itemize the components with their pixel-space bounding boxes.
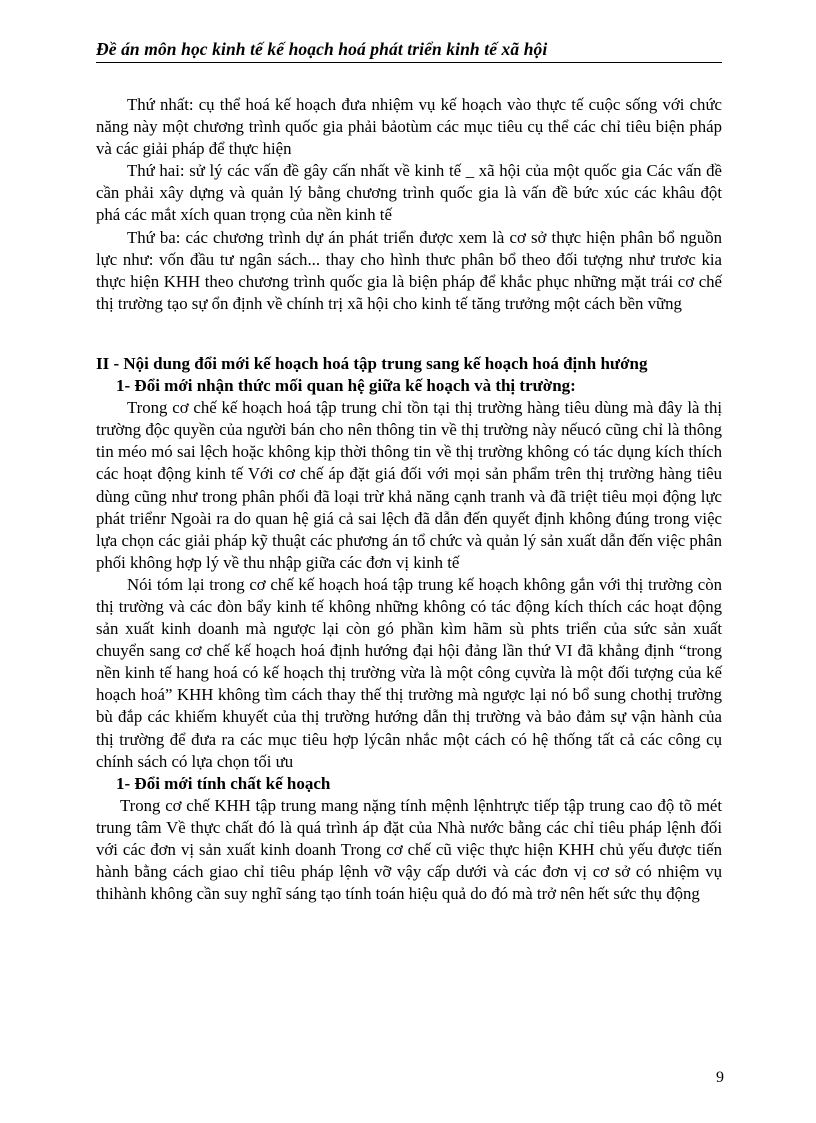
paragraph-co-che-tap-trung: Trong cơ chế kế hoạch hoá tập trung chỉ tồn tại thị trường hàng tiêu dùng mà đây là thị trường độc quyền của người bán cho nên thông tin về thị trường này nếucó cũng chỉ là thông tin méo mó sai lệch hoặc không kịp thời thông tin về thị trường không có tác dụng kích thích các hoạt động kinh tế Với cơ chế áp đặt giá đối với mọi sản phẩm trên thị trường hàng tiêu dùng cũng như trong phân phối đã loại trừ khả năng cạnh tranh và đã triệt tiêu mọi động lực phát triểnr Ngoài ra do quan hệ giá cả sai lệch đã dẫn đến quyết định không đúng trong việc lựa chọn các giải pháp kỹ thuật các phương án tổ chức và quản lý sản xuất dẫn đến việc phân phối không hợp lý về thu nhập giữa các đơn vị kinh tế [96, 398, 722, 572]
subheading-doi-moi-nhan-thuc: 1- Đổi mới nhận thức mối quan hệ giữa kế hoạch và thị trường: [116, 376, 576, 396]
paragraph-khh-tap-trung: Trong cơ chế KHH tập trung mang nặng tính mệnh lệnhtrực tiếp tập trung cao độ tõ mét trung tâm Về thực chất đó là quá trình áp đặt của Nhà nước bằng các chỉ tiêu pháp lệnh đối với các đơn vị sản xuất kinh doanh Trong cơ chế cũ việc thực hiện KHH chủ yếu được tiến hành bằng cách giao chỉ tiêu pháp lệnh vỡ vậy cấp dưới và các đơn vị cơ sở có nhiệm vụ thihành không cần suy nghĩ sáng tạo tính toán hiệu quả do đó mà trở nên hết sức thụ động [96, 795, 722, 904]
page-number: 9 [716, 1069, 724, 1086]
section-heading-ii: II - Nội dung đổi mới kế hoạch hoá tập trung sang kế hoạch hoá định hướng [96, 353, 648, 373]
subheading-doi-moi-tinh-chat: 1- Đổi mới tính chất kế hoạch [116, 773, 331, 793]
page-header: Đề án môn học kinh tế kế hoạch hoá phát triển kinh tế xã hội [96, 38, 722, 63]
paragraph-thu-nhat: Thứ nhất: cụ thể hoá kế hoạch đưa nhiệm vụ kế hoạch vào thực tế cuộc sống với chức năng này một chương trình quốc gia phải bảotùm các mục tiêu cụ thể các chỉ tiêu biện pháp và các giải pháp để thực hiện [96, 95, 722, 159]
paragraph-thu-ba: Thứ ba: các chương trình dự án phát triển được xem là cơ sở thực hiện phân bổ nguồn lực như: vốn đầu tư ngân sách... thay cho hình thưc phân bổ theo đối tượng như trươc kia thực hiện KHH theo chương trình quốc gia là biện pháp để khắc phục những mặt trái cơ chế thị trường tạo sự ổn định về chính trị xã hội cho kinh tế tăng trưởng một cách bền vững [96, 227, 722, 313]
document-body [96, 94, 722, 905]
paragraph-thu-hai: Thứ hai: sử lý các vấn đề gây cấn nhất về kinh tế _ xã hội của một quốc gia Các vấn đề cần phải xây dựng và quản lý bằng chương trình quốc gia là vấn đề bức xúc các khâu đột phá các mắt xích quan trọng của nền kinh tế [96, 161, 722, 225]
paragraph-noi-tom-lai: Nói tóm lại trong cơ chế kế hoạch hoá tập trung kế hoạch không gắn với thị trường còn thị trường và các đòn bẩy kinh tế không những không có tác động kích thích các hoạt động sản xuất kinh doanh mà ngược lại còn gó phần kìm hãm sù phts triển của sức sản xuất chuyển sang cơ chế kế hoạch hoá định hướng đại hội đảng lần thứ VI đã khẳng định “trong nền kinh tế hang hoá có kế hoạch thị trường vừa là một công cụvừa là một đối tượng của kế hoạch hoá” KHH không tìm cách thay thế thị trường mà ngược lại nó bổ sung chothị trường bù đắp các khiếm khuyết của thị trường hướng dẫn thị trường và bảo đảm sự vận hành của thị trường để đưa ra các mục tiêu hợp lýcân nhắc một cách có hệ thống tất cả các công cụ chính sách có lựa chọn tối ưu [96, 574, 722, 771]
